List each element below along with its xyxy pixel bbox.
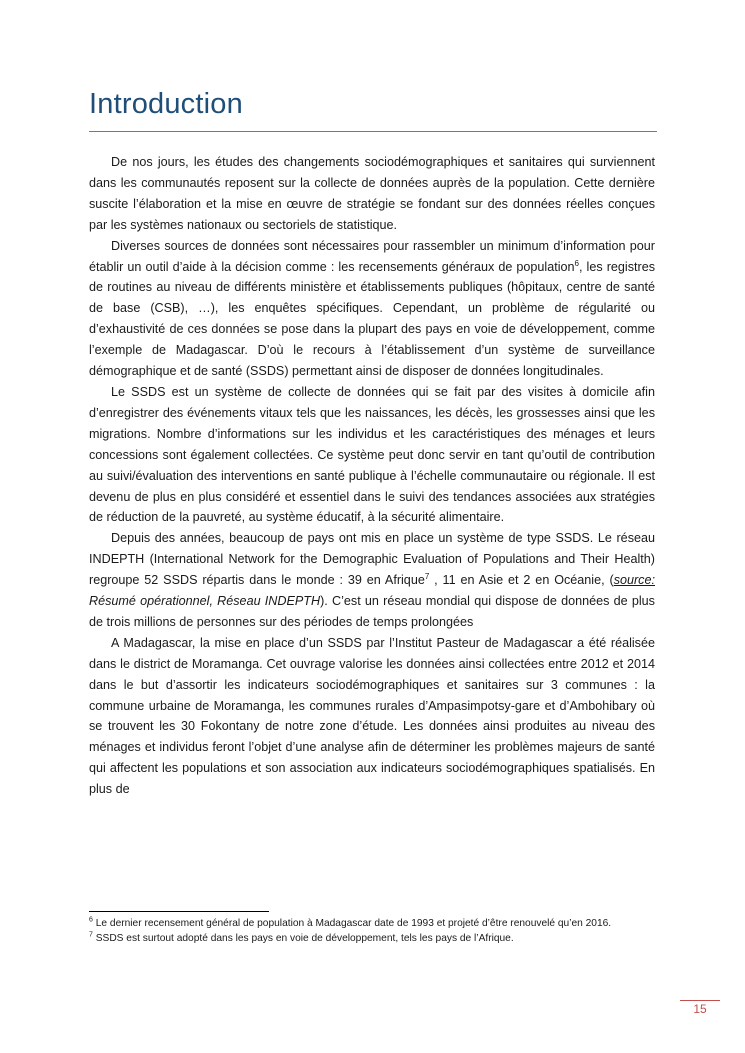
source-citation: Résumé opérationnel, Réseau INDEPTH [89,594,321,609]
paragraph-4-part-a: Depuis des années, beaucoup de pays ont mis en place un système de type SSDS. Le réseau INDEPTH (International Network for the Demographic Evaluation of Populations and Their Health) regroupe 52 SSDS répartis dans le monde : 39 en Afrique [89,531,655,588]
footnote-7-text: SSDS est surtout adopté dans les pays en voie de développement, tels les pays de l’Afrique. [92,932,514,944]
title-underline [89,131,657,132]
footnote-separator [89,911,269,912]
footnote-7-number: 7 [89,931,93,939]
footnote-6-text: Le dernier recensement général de population à Madagascar date de 1993 et projeté d’être renouvelé qu’en 2016. [92,918,612,929]
body-text [89,152,655,800]
paragraph-1: De nos jours, les études des changements sociodémographiques et sanitaires qui surviennent dans les communautés reposent sur la collecte de données auprès de la population. Cette dernière suscite l’élaboration et la mise en œuvre de stratégie se fondant sur des données réelles conçues par les systèmes nationaux ou sectoriels de statistique. [89,155,655,232]
footnote-ref-7[interactable]: 7 [424,571,430,581]
footnote-6 [89,917,655,932]
paragraph-5: A Madagascar, la mise en place d’un SSDS par l’Institut Pasteur de Madagascar a été réalisée dans le district de Moramanga. Cet ouvrage valorise les données ainsi collectées entre 2012 et 2014 dans le but d’assortir les indicateurs sociodémographiques et sanitaires sur 3 communes : la commune urbaine de Moramanga, les communes rurales d’Ampasimpotsy-gare et d’Ambohibary où se trouvent les 30 Fokontany de notre zone d’étude. Les données ainsi produites au niveau des ménages et individus feront l’objet d’une analyse afin de déterminer les problèmes majeurs de santé qui affectent les populations et son association aux indicateurs sociodémographiques spatialisés. En plus de [89,635,655,797]
paragraph-2 [89,236,655,382]
page-number-rule [680,1000,720,1001]
footnote-ref-6[interactable]: 6 [574,258,579,268]
source-label: source: [613,573,655,588]
page-number: 15 [693,1002,707,1016]
page-title: Introduction [89,88,243,120]
footnote-7 [89,932,655,947]
footnote-6-number: 6 [89,916,93,924]
paragraph-3: Le SSDS est un système de collecte de données qui se fait par des visites à domicile afin d’enregistrer des événements vitaux tels que les naissances, les décès, les grossesses ainsi que les migrations. Nombre d’informations sur les individus et les caractéristiques des ménages et leurs concessions sont également collectées. Ce système peut donc servir en tant qu’outil de contribution au suivi/évaluation des interventions en santé publique à l’échelle communautaire ou régionale. Il est devenu de plus en plus considéré et essentiel dans le suivi des tendances associées aux stratégies de réduction de la pauvreté, au système éducatif, à la sécurité alimentaire. [89,384,655,525]
paragraph-4-part-b: , 11 en Asie et 2 en Océanie, ( [429,573,614,588]
paragraph-4-part-c: ). C’est un réseau mondial qui dispose de données de plus de trois millions de personnes sur des périodes de temps prolongées [89,594,655,629]
paragraph-4 [89,528,655,633]
footnotes [89,917,655,946]
paragraph-2-part-b: , les registres de routines au niveau de différents ministère et établissements publiques (hôpitaux, centre de santé de base (CSB), …), les enquêtes spécifiques. Cependant, un problème de régularité ou d’exhaustivité de ces données se pose dans la plupart des pays en voie de développement, comme l’exemple de Madagascar. D’où le recours à l’établissement d’un système de surveillance démographique et de santé (SSDS) permettant ainsi de disposer de données longitudinales. [89,259,656,379]
paragraph-2-part-a: Diverses sources de données sont nécessaires pour rassembler un minimum d’information pour établir un outil d’aide à la décision comme : les recensements généraux de population [89,238,655,274]
